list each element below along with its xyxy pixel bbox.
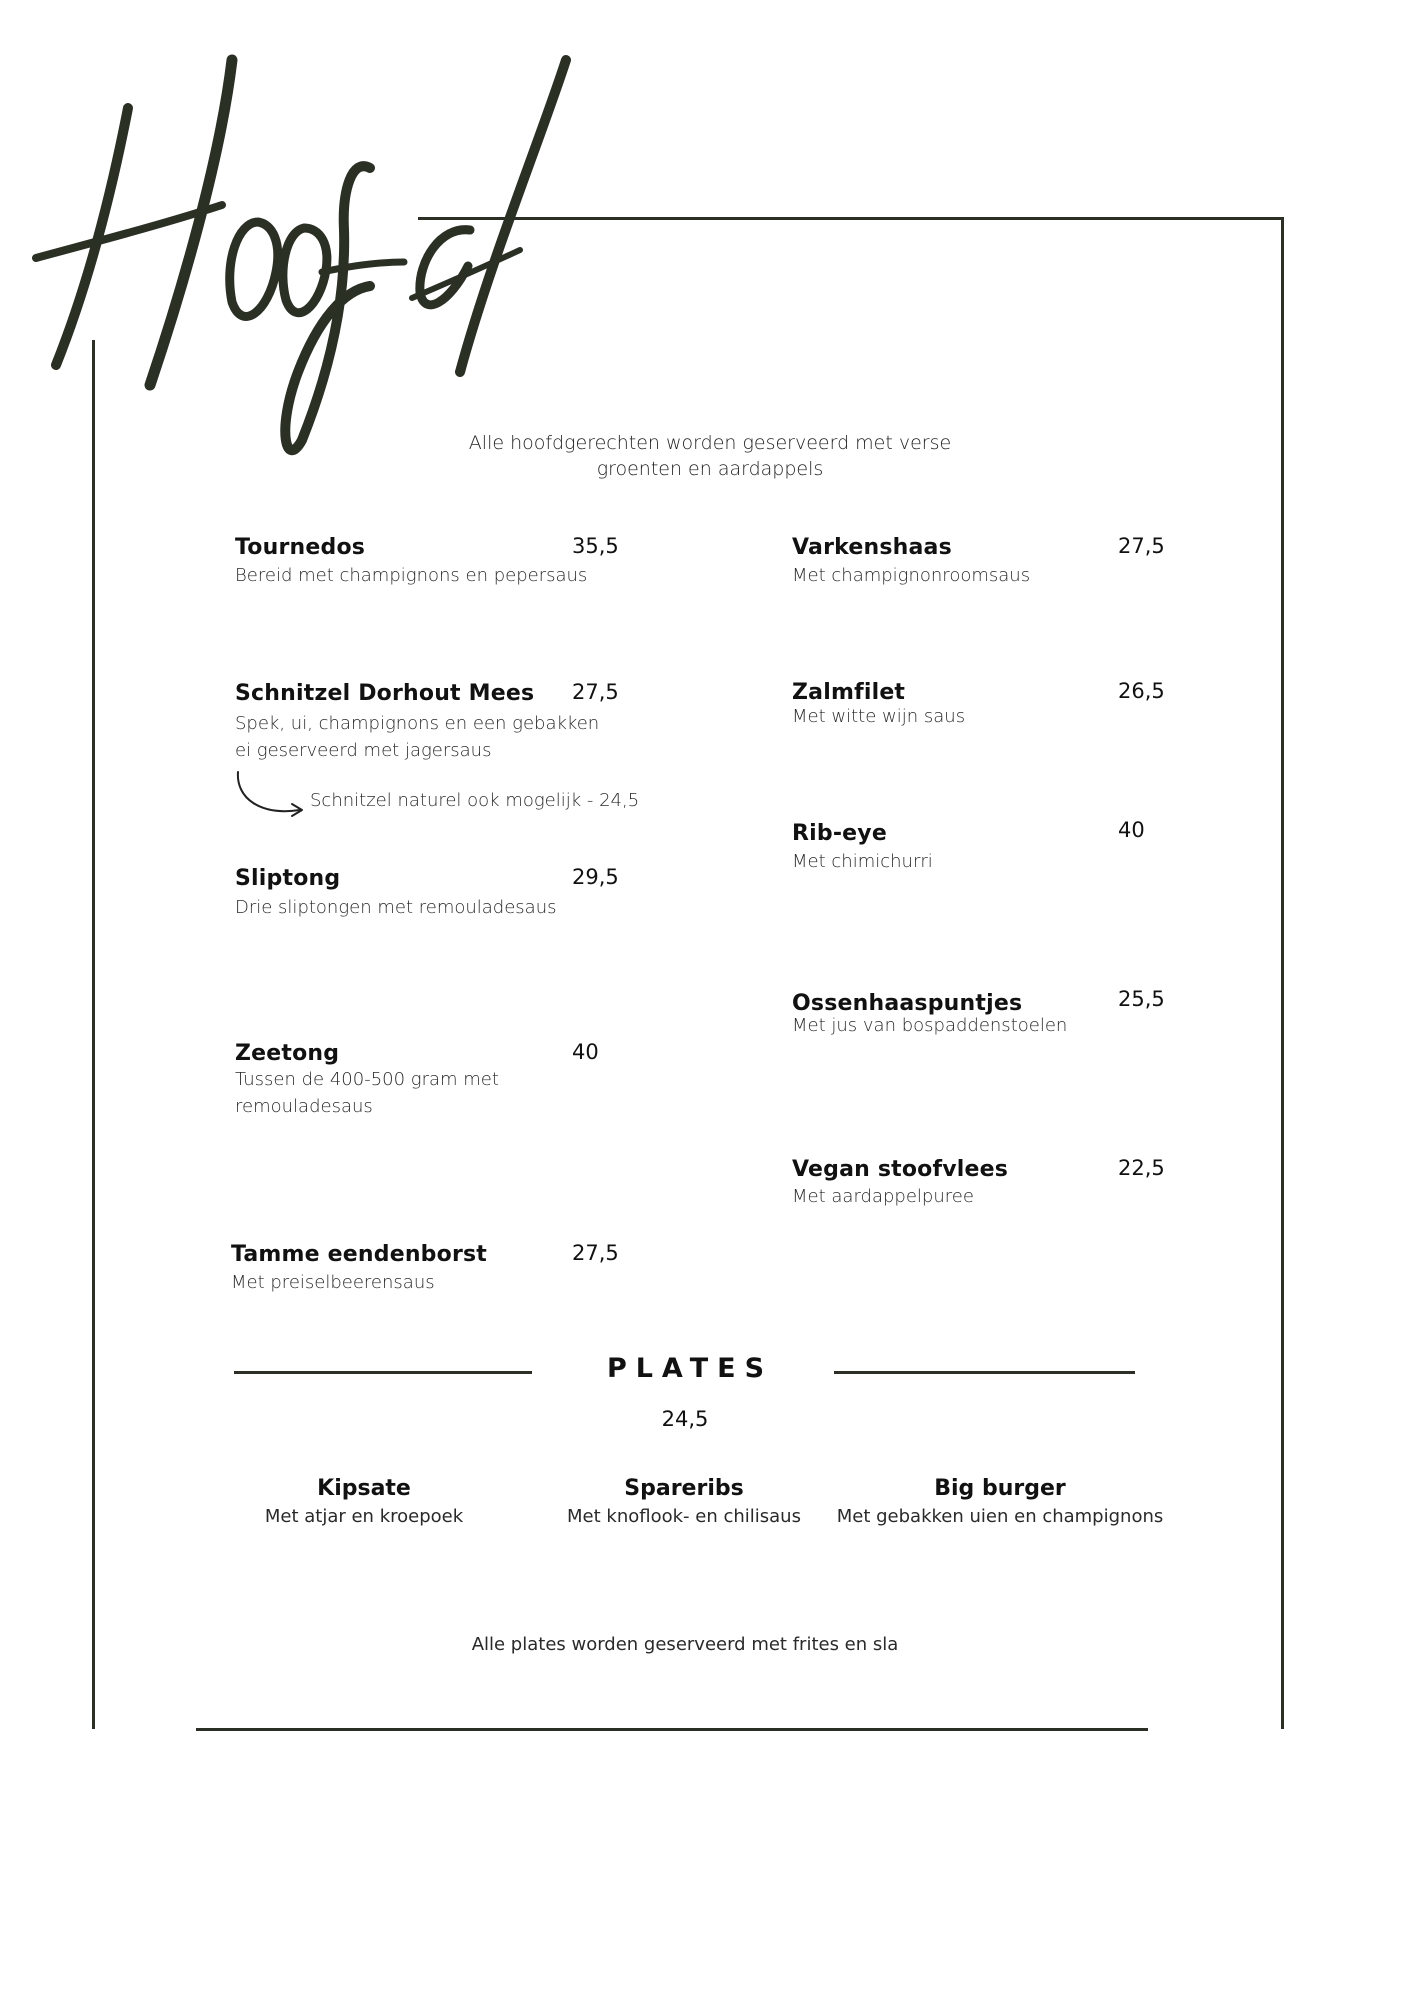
plates-price: 24,5 — [661, 1407, 709, 1431]
menu-item-desc: Met jus van bospaddenstoelen — [792, 1015, 1068, 1036]
menu-item-name: Tournedos — [235, 535, 366, 560]
menu-item-desc: Met witte wijn saus — [792, 706, 966, 727]
menu-item-name: Zeetong — [235, 1041, 340, 1066]
menu-item-name: Schnitzel Dorhout Mees — [235, 681, 535, 706]
plates-divider-right — [834, 1371, 1135, 1374]
menu-item-desc: Tussen de 400-500 gram met remouladesaus — [235, 1069, 499, 1117]
menu-item-name: Zalmfilet — [792, 680, 906, 705]
plate-item-name: Big burger — [934, 1476, 1066, 1501]
menu-item-desc: Spek, ui, champignons en een gebakken ei geserveerd met jagersaus — [235, 713, 600, 761]
frame-bottom-line — [196, 1728, 1148, 1731]
frame-left-line — [92, 340, 95, 1729]
menu-item-price: 29,5 — [572, 865, 619, 889]
menu-item-price: 40 — [1118, 818, 1145, 842]
menu-item-desc: Met preiselbeerensaus — [231, 1272, 435, 1293]
menu-item-desc: Met aardappelpuree — [792, 1186, 974, 1207]
plates-heading: PLATES — [606, 1353, 774, 1384]
plates-footer-note: Alle plates worden geserveerd met frites en sla — [471, 1634, 899, 1655]
frame-right-line — [1281, 217, 1284, 1729]
menu-item-price: 27,5 — [1118, 534, 1165, 558]
menu-item-name: Vegan stoofvlees — [792, 1157, 1009, 1182]
menu-item-name: Varkenshaas — [792, 535, 952, 560]
menu-item-name: Sliptong — [235, 866, 341, 891]
menu-item-desc: Met chimichurri — [792, 851, 933, 872]
menu-item-price: 22,5 — [1118, 1156, 1165, 1180]
menu-item-desc: Drie sliptongen met remouladesaus — [235, 897, 557, 918]
menu-item-price: 40 — [572, 1040, 599, 1064]
menu-item-price: 26,5 — [1118, 679, 1165, 703]
menu-item-price: 35,5 — [572, 534, 619, 558]
plate-item-desc: Met atjar en kroepoek — [264, 1506, 464, 1527]
menu-item-price: 25,5 — [1118, 987, 1165, 1011]
menu-item-name: Rib-eye — [792, 821, 887, 846]
subtitle-line-2: groenten en aardappels — [596, 458, 824, 480]
menu-item-desc: Met champignonroomsaus — [792, 565, 1031, 586]
subtitle-line-1: Alle hoofdgerechten worden geserveerd met verse — [468, 432, 952, 454]
schnitzel-note: Schnitzel naturel ook mogelijk - 24,5 — [310, 790, 640, 811]
menu-item-desc: Bereid met champignons en pepersaus — [235, 565, 588, 586]
menu-item-name: Tamme eendenborst — [231, 1242, 488, 1267]
menu-item-price: 27,5 — [572, 1241, 619, 1265]
plates-divider-left — [234, 1371, 532, 1374]
plate-item-desc: Met knoflook- en chilisaus — [567, 1506, 801, 1527]
curved-arrow-icon — [232, 768, 312, 828]
plate-item-name: Spareribs — [624, 1476, 744, 1501]
plate-item-name: Kipsate — [317, 1476, 411, 1501]
menu-item-name: Ossenhaaspuntjes — [792, 991, 1023, 1016]
plate-item-desc: Met gebakken uien en champignons — [836, 1506, 1164, 1527]
title-script-logo — [0, 0, 600, 470]
menu-item-price: 27,5 — [572, 680, 619, 704]
